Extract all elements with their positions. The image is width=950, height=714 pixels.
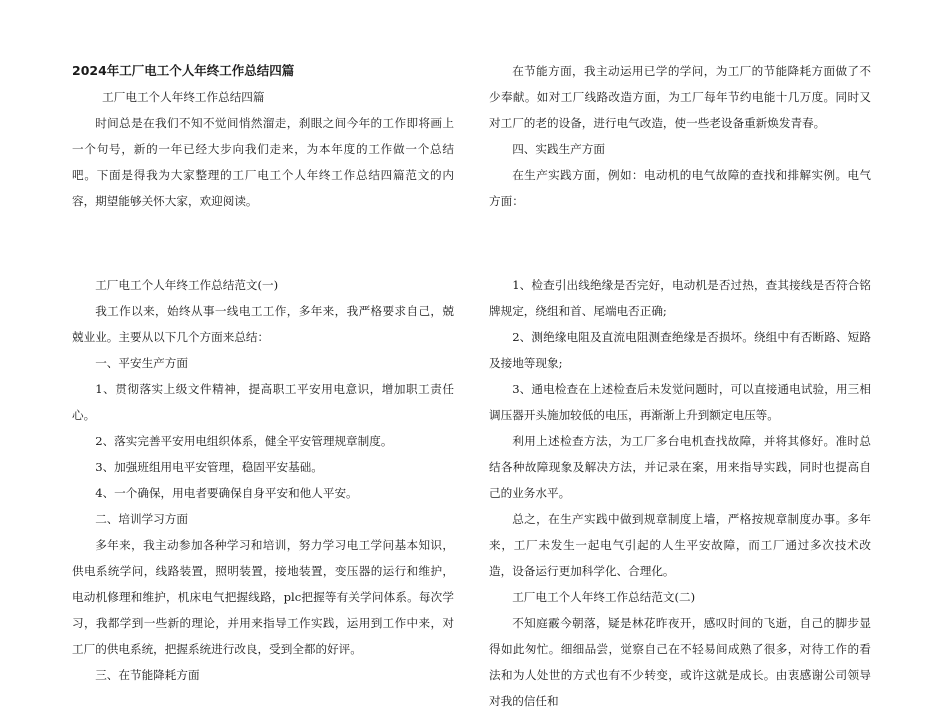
paragraph-sec4-p2: 利用上述检查方法，为工厂多台电机查找故障，并将其修好。准时总结各种故障现象及解决方法，并记录在案，用来指导实践，同时也提高自己的业务水平。 — [489, 434, 871, 500]
paragraph-sec4: 四、实践生产方面 — [512, 142, 605, 156]
paragraph-sec2-p1: 多年来，我主动参加各种学习和培训，努力学习电工学问基本知识，供电系统学问，线路装置，照明装置，接地装置，变压器的运行和维护，电动机修理和维护，机床电气把握线路，plc把握等有关学问体系。每次学习，我都学到一些新的理论，并用来指导工作实践，运用到工作中来，对工厂的供电系统，把握系统进行改良，受到全都的好评。 — [72, 538, 454, 656]
paragraph-sec4-i2: 2、测绝缘电阻及直流电阻测查绝缘是否损坏。绕组中有否断路、短路及接地等现象; — [489, 330, 871, 370]
paragraph-sec3: 三、在节能降耗方面 — [95, 668, 200, 682]
right-column-body — [489, 58, 871, 714]
paragraph-essay2-title: 工厂电工个人年终工作总结范文(二) — [512, 590, 696, 604]
left-column — [72, 58, 454, 688]
paragraph-sec4-p1: 在生产实践方面，例如：电动机的电气故障的查找和排解实例。电气方面： — [489, 168, 871, 208]
right-column — [489, 58, 871, 714]
paragraph-sec1: 一、平安生产方面 — [95, 356, 188, 370]
paragraph-essay2-p1: 不知庭霰今朝落，疑是林花昨夜开，感叹时间的飞逝，自己的脚步显得如此匆忙。细细品尝，觉察自己在不轻易间成熟了很多，对待工作的看法和为人处世的方式也有不少转变，或许这就是成长。由衷感谢公司领导对我的信任和 — [489, 616, 871, 708]
paragraph-gap1 — [72, 230, 454, 256]
paragraph-sec1-i3: 3、加强班组用电平安管理，稳固平安基础。 — [95, 460, 323, 474]
paragraph-gap2 — [489, 230, 871, 256]
left-column-body — [72, 84, 454, 688]
paragraph-sec1-i1: 1、贯彻落实上级文件精神，提高职工平安用电意识，增加职工责任心。 — [72, 382, 454, 422]
paragraph-intro: 时间总是在我们不知不觉间悄然溜走，刹眼之间今年的工作即将画上一个句号，新的一年已经大步向我们走来，为本年度的工作做一个总结吧。下面是得我为大家整理的工厂电工个人年终工作总结四篇范文的内容，期望能够关怀大家，欢迎阅读。 — [72, 116, 454, 208]
paragraph-sec4-p3: 总之，在生产实践中做到规章制度上墙，严格按规章制度办事。多年来，工厂未发生一起电气引起的人生平安故障，而工厂通过多次技术改造，设备运行更加科学化、合理化。 — [489, 512, 871, 578]
paragraph-essay1-p1: 我工作以来，始终从事一线电工工作，多年来，我严格要求自己，兢兢业业。主要从以下几个方面来总结： — [72, 304, 454, 344]
paragraph-subtitle: 工厂电工个人年终工作总结四篇 — [102, 90, 265, 104]
document-title: 2024年工厂电工个人年终工作总结四篇 — [72, 63, 295, 78]
paragraph-sec4-i3: 3、通电检查在上述检查后未发觉问题时，可以直接通电试验，用三相调压器开头施加较低的电压，再渐渐上升到额定电压等。 — [489, 382, 871, 422]
paragraph-sec3-p1: 在节能方面，我主动运用已学的学问，为工厂的节能降耗方面做了不少奉献。如对工厂线路改造方面，为工厂每年节约电能十几万度。同时又对工厂的老的设备，进行电气改造，使一些老设备重新焕发青春。 — [489, 64, 871, 130]
paragraph-sec4-i1: 1、检查引出线绝缘是否完好，电动机是否过热，查其接线是否符合铭牌规定，绕组和首、尾端电否正确; — [489, 278, 871, 318]
paragraph-sec1-i4: 4、一个确保，用电者要确保自身平安和他人平安。 — [95, 486, 358, 500]
paragraph-sec2: 二、培训学习方面 — [95, 512, 188, 526]
paragraph-sec1-i2: 2、落实完善平安用电组织体系，健全平安管理规章制度。 — [95, 434, 393, 448]
paragraph-essay1-title: 工厂电工个人年终工作总结范文(一) — [95, 278, 279, 292]
